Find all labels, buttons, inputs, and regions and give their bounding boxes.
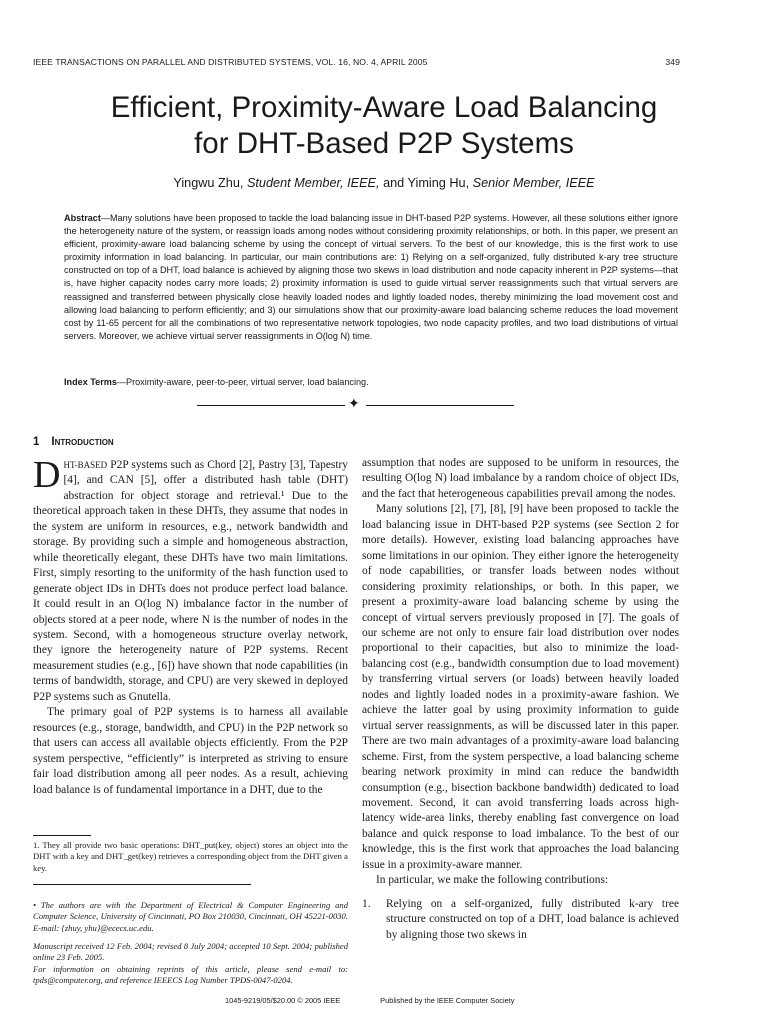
footnote-1: 1. They all provide two basic operations: DHT_put(key, object) stores an object into the DHT with a key and DHT_get(key) retrieves a corresponding object from the DHT given a key. <box>33 840 348 873</box>
intro-paragraph-2: The primary goal of P2P systems is to harness all available resources (e.g., storage, bandwidth, and CPU) in the P2P network so that users can access all available objects efficiently. From the P2P system perspective, “efficiently” is interpreted as striving to ensure fair load distribution among all peer nodes. As a result, achieving load balance is of fundamental importance in a DHT, due to the <box>33 706 348 796</box>
section-title: Introduction <box>51 436 114 448</box>
abstract <box>64 212 678 343</box>
author-1-role: Student Member, IEEE, <box>246 176 380 190</box>
running-header <box>33 57 680 67</box>
page-number: 349 <box>665 57 680 67</box>
right-column <box>362 456 679 943</box>
affiliation-rule <box>33 884 251 885</box>
abstract-label: Abstract <box>64 213 101 223</box>
author-1: Yingwu Zhu, <box>173 176 244 190</box>
author-2-role: Senior Member, IEEE <box>472 176 595 190</box>
section-number: 1 <box>33 436 40 448</box>
journal-name: IEEE TRANSACTIONS ON PARALLEL AND DISTRIBUTED SYSTEMS, VOL. 16, NO. 4, APRIL 2005 <box>33 57 428 67</box>
footnote-rule <box>33 835 91 836</box>
divider-line-right <box>366 405 514 406</box>
right-paragraph-1: assumption that nodes are supposed to be uniform in resources, the resulting O(log N) load imbalance by a random choice of object IDs, and the fact that heterogeneous capabilities prevail among the nodes. <box>362 457 679 500</box>
contribution-number: 1. <box>362 897 371 910</box>
copyright: 1045-9219/05/$20.00 © 2005 IEEE <box>225 996 341 1005</box>
contribution-item-1 <box>362 897 679 943</box>
index-terms <box>64 377 678 387</box>
author-2: and Yiming Hu, <box>383 176 470 190</box>
paper-title <box>40 90 728 162</box>
reprint-note: For information on obtaining reprints of this article, please send e-mail to: tpds@computer.org, and reference IEEECS Log Number TPDS-0047-0204. <box>33 964 348 986</box>
affiliation-note: • The authors are with the Department of Electrical & Computer Engineering and Computer Science, University of Cincinnati, PO Box 210030, Cincinnati, OH 45221-0030. E-mail: {zhuy, yhu}@ececs.uc.edu. <box>33 900 348 933</box>
divider-line-left <box>197 405 345 406</box>
first-word: HT-BASED <box>63 460 108 470</box>
divider-star-icon: ✦ <box>348 397 360 412</box>
right-paragraph-3: In particular, we make the following contributions: <box>376 874 609 887</box>
title-line-2: for DHT-Based P2P Systems <box>194 127 574 160</box>
author-list <box>40 176 728 190</box>
drop-cap: D <box>33 454 61 496</box>
index-terms-text: —Proximity-aware, peer-to-peer, virtual server, load balancing. <box>116 377 369 387</box>
page-footer <box>225 996 515 1005</box>
contribution-text: Relying on a self-organized, fully distributed k-ary tree structure constructed on top of a DHT, load balance is achieved by aligning those two skews in <box>386 897 679 941</box>
abstract-text: —Many solutions have been proposed to tackle the load balancing issue in DHT-based P2P systems. However, all these solutions either ignore the heterogeneity nature of the system, or reassign loads among nodes without considering proximity relationships, or both. In this paper, we present an efficient, proximity-aware load balancing scheme by using the concept of virtual servers. To the best of our knowledge, this is the first work to use proximity information in load balancing. In particular, our main contributions are: 1) Relying on a self-organized, fully distributed k-ary tree structure constructed on top of a DHT, load balance is achieved by aligning those two skews in load distribution and node capacity inherent in P2P systems—that is, have higher capacity nodes carry more loads; 2) proximity information is used to guide virtual server reassignments such that virtual servers are reassigned and transferred between physically close heavily loaded nodes and lightly loaded nodes, thereby minimizing the load movement cost and allowing load balancing to perform efficiently; and 3) our simulations show that our proximity-aware load balancing scheme reduces the load movement cost by 11-65 percent for all the combinations of two representative network topologies, two node capacity profiles, and two load distributions of virtual servers. Moreover, we achieve virtual server reassignments in O(log N) time. <box>64 213 678 341</box>
title-line-1: Efficient, Proximity-Aware Load Balancing <box>110 91 658 124</box>
publisher: Published by the IEEE Computer Society <box>380 996 515 1005</box>
intro-paragraph-1 <box>33 454 348 705</box>
right-paragraph-2: Many solutions [2], [7], [8], [9] have been proposed to tackle the load balancing issue in DHT-based P2P systems (see Section 2 for more details). However, existing load balancing approaches have some limitations in our opinion. They either ignore the heterogeneity of node capabilities, or transfer loads between nodes without considering proximity relationships, or both. In this paper, we present a proximity-aware load balancing scheme by using the concept of virtual servers previously proposed in [7]. The goals of our scheme are not only to ensure fair load distribution over nodes proportional to their capacities, but also to minimize the load-balancing cost (e.g., bandwidth consumption due to load movement) by transferring virtual servers (or loads) between heavily loaded nodes and lightly loaded nodes in a proximity-aware fashion. We achieve the latter goal by using proximity information to guide virtual server reassignments, as will be discussed later in this paper. There are two main advantages of a proximity-aware load balancing scheme. First, from the system perspective, a load balancing scheme bearing network proximity in mind can reduce the bandwidth consumption (e.g., bisection backbone bandwidth) dedicated to load movement. Second, it can avoid transferring loads across high-latency wide-area links, thereby enabling fast convergence on load balance and quick response to load imbalance. To the best of our knowledge, this is the first work that approaches the load balancing issue in a proximity-aware manner. <box>362 503 679 871</box>
section-divider <box>197 398 514 412</box>
intro-paragraph-1-text: P2P systems such as Chord [2], Pastry [3], Tapestry [4], and CAN [5], offer a distributed hash table (DHT) abstraction for object storage and retrieval.¹ Due to the theoretical approach taken in these DHTs, they assume that nodes in the system are uniform in resources, e.g., network bandwidth and storage. By providing such a simple and homogeneous abstraction, while theoretically elegant, these DHTs have two main limitations. First, simply resorting to the uniformity of the hash function used to generate object IDs in DHTs does not produce perfect load balance. It could result in an O(log N) imbalance factor in the number of objects stored at a peer node, where N is the number of nodes in the system. Second, with a homogeneous structure overlay network, they ignore the heterogeneity nature of P2P systems. Recent measurement studies (e.g., [6]) have shown that node capabilities (in terms of bandwidth, storage, and CPU) are very skewed in deployed P2P systems such as Gnutella. <box>33 459 348 703</box>
index-terms-label: Index Terms <box>64 377 117 387</box>
left-column <box>33 454 348 798</box>
section-heading <box>33 436 114 448</box>
manuscript-note: Manuscript received 12 Feb. 2004; revised 8 July 2004; accepted 10 Sept. 2004; published online 23 Feb. 2005. <box>33 941 348 963</box>
